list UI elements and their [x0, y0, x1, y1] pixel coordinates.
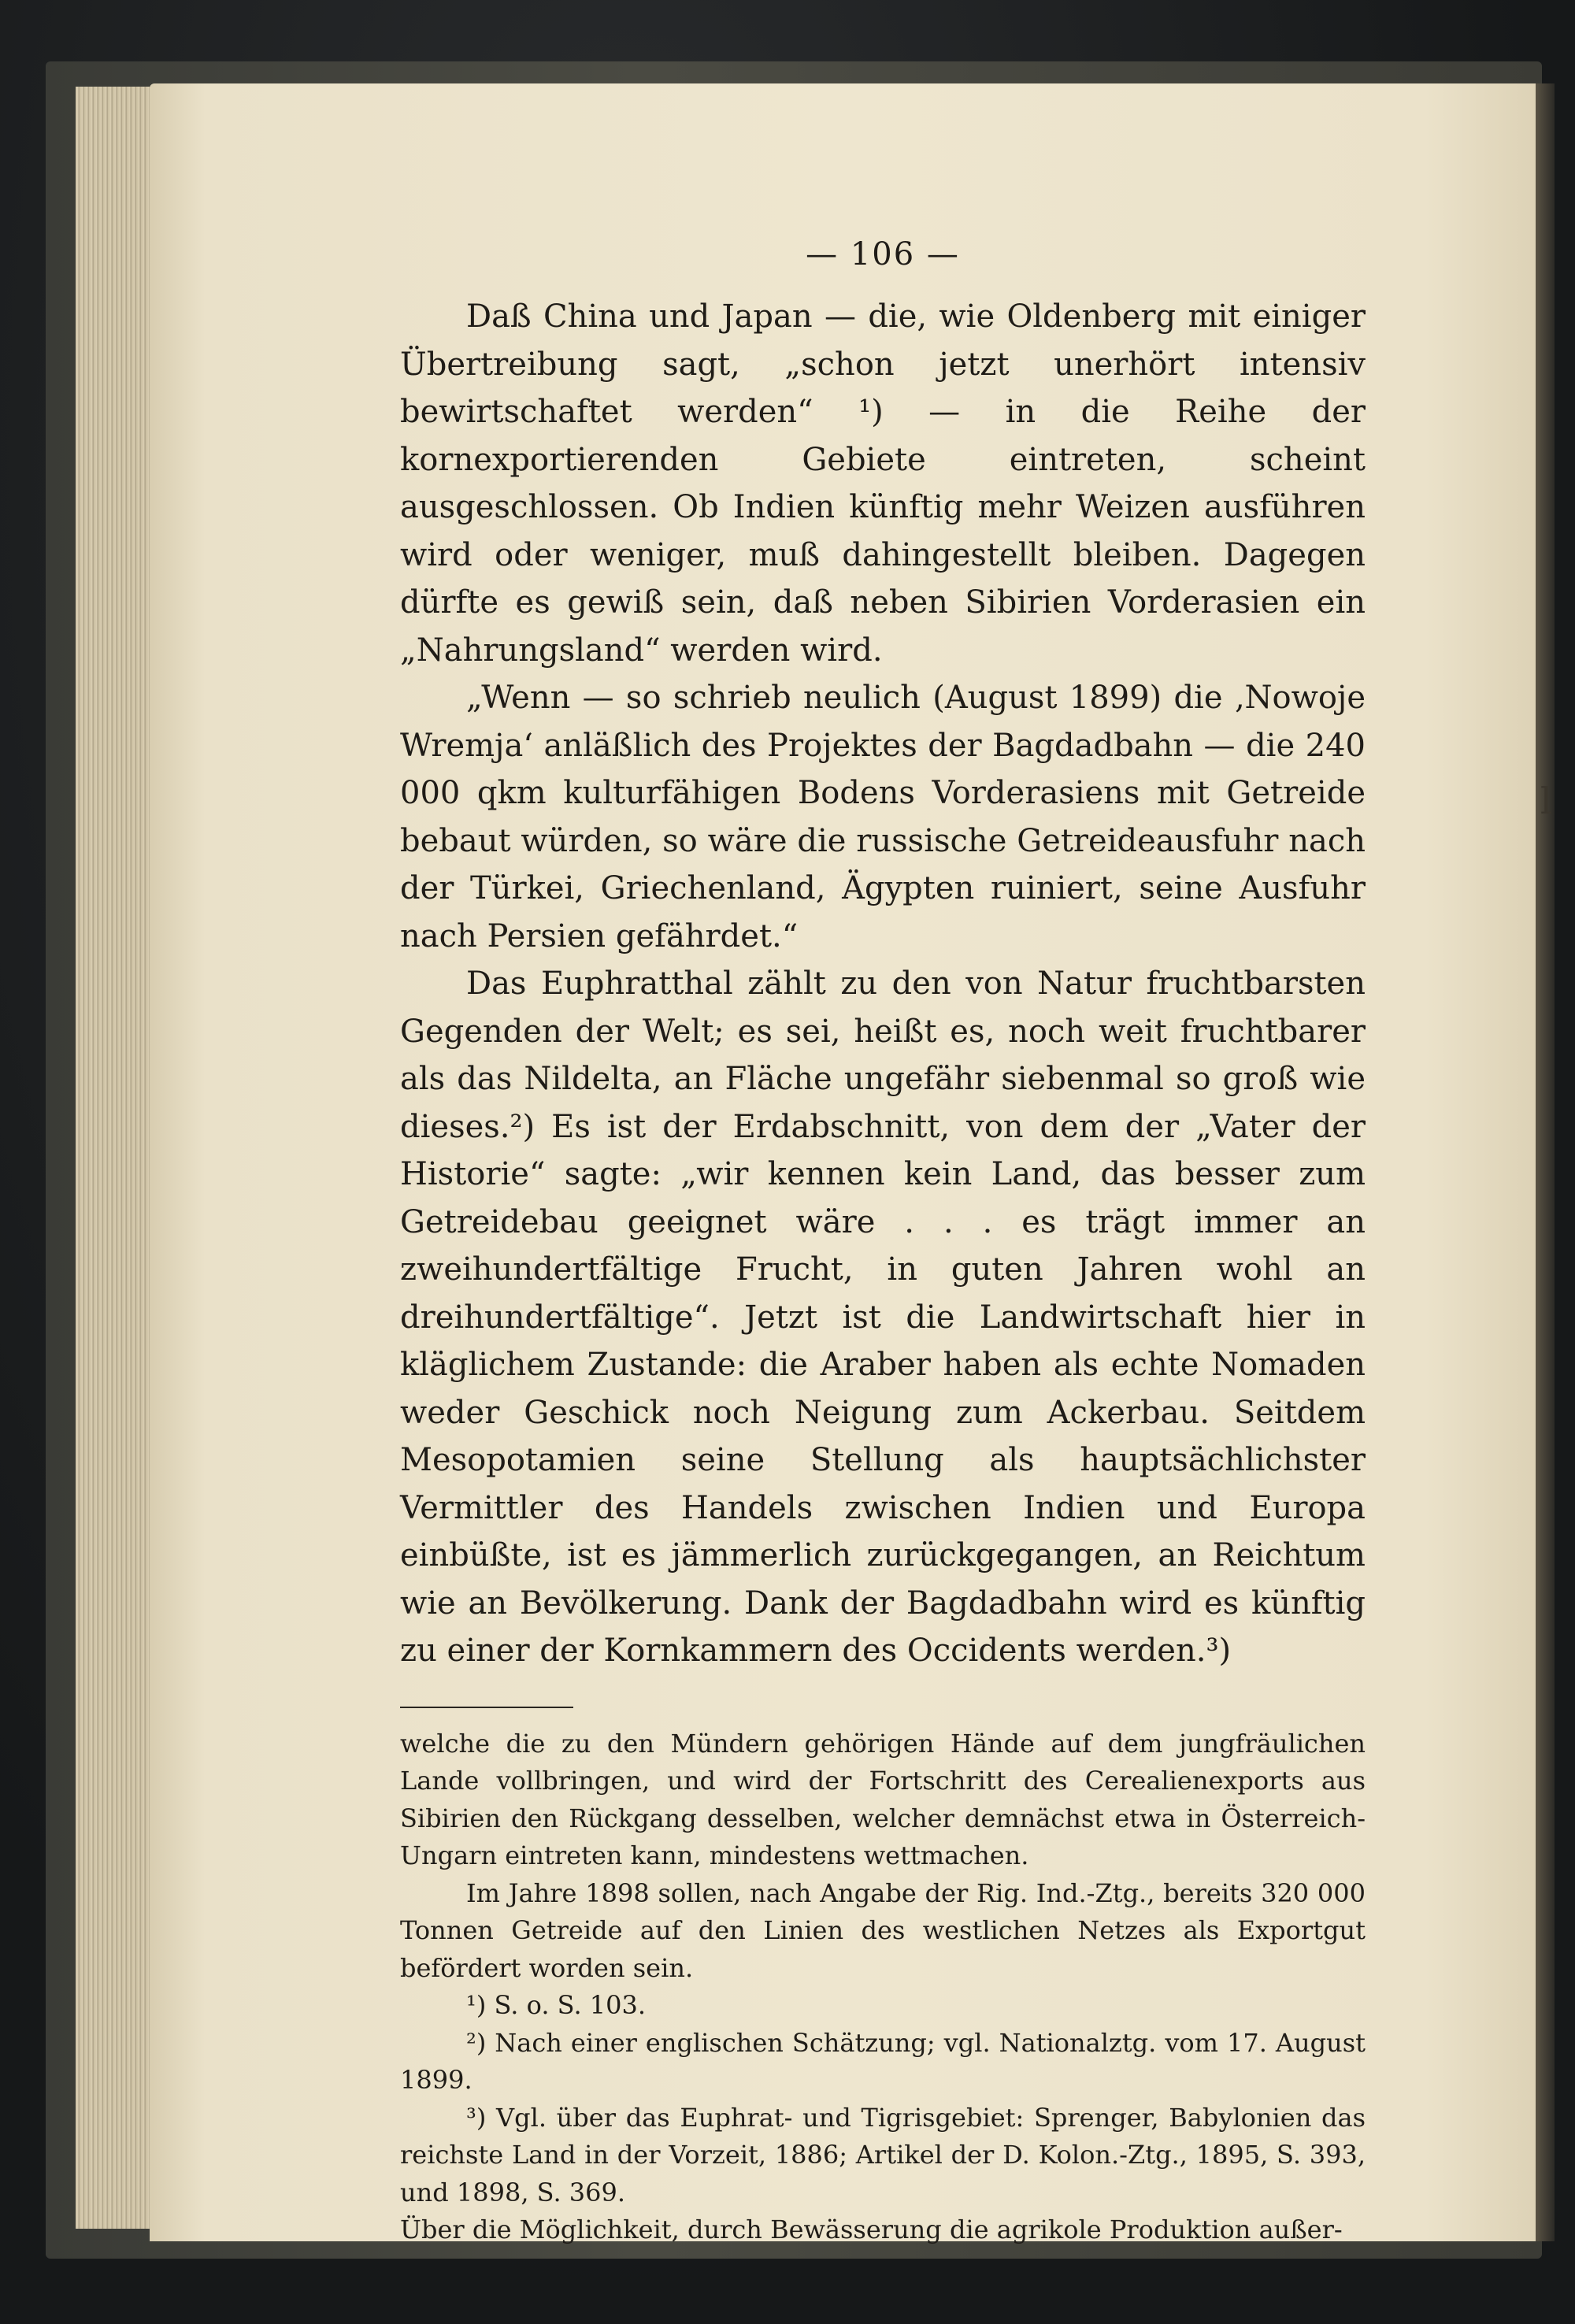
paragraph-1: Daß China und Japan — die, wie Oldenberg mit einiger Übertreibung sagt, „schon jetzt unerhört intensiv bewirtschaftet werden“ ¹) — in die Reihe der kornexportierenden Gebiete eintreten, scheint ausgeschlossen. Ob Indien künftig mehr Weizen ausführen wird oder weniger, muß dahingestellt bleiben. Dagegen dürfte es gewiß sein, daß neben Sibirien Vorderasien ein „Nahrungsland“ werden wird. — [400, 298, 1366, 669]
margin-pencil-mark: l — [1540, 780, 1552, 822]
footnote-last-line: Über die Möglichkeit, durch Bewässerung die agrikole Produktion außer- — [400, 2215, 1343, 2244]
footnote-1: ¹) S. o. S. 103. — [466, 1990, 647, 2020]
page-text-block — [400, 236, 1366, 2249]
footnote-3: ³) Vgl. über das Euphrat- und Tigrisgebiet: Sprenger, Babylonien das reichste Land in der Vorzeit, 1886; Artikel der D. Kolon.-Ztg., 1895, S. 393, und 1898, S. 369. — [400, 2102, 1366, 2207]
page-number: — 106 — — [806, 236, 960, 272]
footnote-separator — [400, 1707, 573, 1708]
footnote-year-note: Im Jahre 1898 sollen, nach Angabe der Rig. Ind.-Ztg., bereits 320 000 Tonnen Getreide auf den Linien des westlichen Netzes als Exportgut befördert worden sein. — [400, 1877, 1366, 1983]
paragraph-3: Das Euphratthal zählt zu den von Natur fruchtbarsten Gegenden der Welt; es sei, heißt es, noch weit fruchtbarer als das Nildelta, an Fläche ungefähr siebenmal so groß wie dieses.²) Es ist der Erdabschnitt, von dem der „Vater der Historie“ sagte: „wir kennen kein Land, das besser zum Getreidebau geeignet wäre . . . es trägt immer an zweihundertfältige Frucht, in guten Jahren wohl an dreihundertfältige“. Jetzt ist die Landwirtschaft hier in kläglichem Zustande: die Araber haben als echte Nomaden weder Geschick noch Neigung zum Ackerbau. Seitdem Mesopotamien seine Stellung als hauptsächlichster Vermittler des Handels zwischen Indien und Europa einbüßte, ist es jämmerlich zurückgegangen, an Reichtum wie an Bevölkerung. Dank der Bagdadbahn wird es künftig zu einer der Kornkammern des Occidents werden.³) — [400, 966, 1366, 1669]
footnote-2: ²) Nach einer englischen Schätzung; vgl. Nationalztg. vom 17. August 1899. — [400, 2027, 1366, 2095]
footnote-continuation: welche die zu den Mündern gehörigen Hände auf dem jungfräulichen Lande vollbringen, und wird der Fortschritt des Cerealienexports aus Sibirien den Rückgang desselben, welcher demnächst etwa in Österreich-Ungarn eintreten kann, mindestens wettmachen. — [400, 1728, 1366, 1870]
paragraph-2: „Wenn — so schrieb neulich (August 1899) die ‚Nowoje Wremja‘ anläßlich des Projektes der Bagdadbahn — die 240 000 qkm kulturfähigen Bodens Vorderasiens mit Getreide bebaut würden, so wäre die russische Getreideausfuhr nach der Türkei, Griechenland, Ägypten ruiniert, seine Ausfuhr nach Persien gefährdet.“ — [400, 680, 1366, 954]
page-gutter-shadow — [1536, 83, 1555, 2241]
